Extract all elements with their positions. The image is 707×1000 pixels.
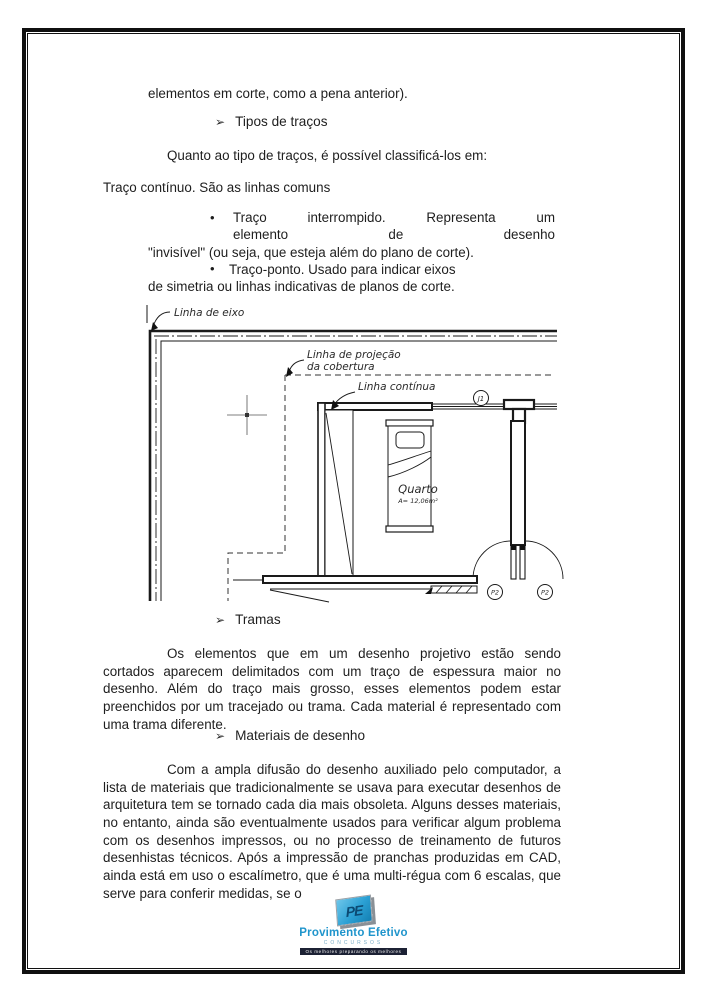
intro-line: Quanto ao tipo de traços, é possível classificá-los em: bbox=[167, 148, 488, 163]
continuous-line-text: Traço contínuo. São as linhas comuns bbox=[103, 180, 331, 195]
room-name: Quarto bbox=[398, 482, 438, 496]
door-post-left bbox=[511, 545, 516, 579]
door-post-right bbox=[520, 545, 525, 579]
materiais-paragraph: Com a ampla difusão do desenho auxiliado pelo computador, a lista de materiais que tradicionalmente se usava para executar desenhos de arquitetura tem se tornado cada dia mais obsoleta. Alguns desses materiais, no entanto, ainda são eventualmente usados para verificar algum problema com os desenhos impressos, ou no processo de treinamento de futuros desenhistas técnicos. Após a impressão de pranchas produzidas em CAD, ainda está em uso o escalímetro, que é uma multi-régua com 6 escalas, que serve para conferir medidas, se o bbox=[103, 762, 561, 901]
bullet-marker: • bbox=[210, 210, 215, 225]
heading-materiais bbox=[215, 728, 365, 743]
heading-materiais-label: Materiais de desenho bbox=[235, 728, 366, 743]
inner-wall-line bbox=[161, 341, 557, 601]
leader-axis-line bbox=[153, 312, 170, 327]
door-tag-right: P2 bbox=[540, 588, 550, 597]
door-swing-arc-right bbox=[525, 541, 563, 579]
bullet-ponto-line1: Traço-ponto. Usado para indicar eixos bbox=[229, 262, 456, 277]
label-linha-de-eixo: Linha de eixo bbox=[174, 307, 245, 319]
t-column-cap bbox=[504, 400, 534, 409]
leader-projection-line bbox=[289, 360, 304, 372]
bullet-interrompido-line2: elemento de desenho bbox=[233, 227, 555, 242]
arrow-bullet-icon: ➢ bbox=[215, 115, 226, 129]
label-linha-continua: Linha contínua bbox=[358, 381, 436, 393]
lead-line: elementos em corte, como a pena anterior). bbox=[148, 86, 408, 101]
bullet-ponto-line2: de simetria ou linhas indicativas de planos de corte. bbox=[148, 279, 455, 294]
label-linha-projecao-1: Linha de projeção bbox=[307, 349, 401, 361]
door-leaf-diagonal bbox=[270, 590, 329, 602]
room-right-wall bbox=[511, 421, 525, 545]
logo-cube-icon bbox=[335, 894, 373, 926]
brand-tagline: Os melhores preparando os melhores bbox=[300, 948, 408, 955]
brand-name: Provimento Efetivo bbox=[299, 927, 408, 939]
room-bottom-wall bbox=[263, 576, 477, 583]
heading-tramas bbox=[215, 612, 281, 627]
pillow bbox=[396, 432, 424, 448]
footer-logo bbox=[0, 897, 707, 955]
bed bbox=[386, 420, 433, 532]
heading-tipos-de-tracos-label: Tipos de traços bbox=[235, 114, 328, 129]
window-tag: J1 bbox=[477, 395, 485, 403]
door-tag-left: P2 bbox=[490, 588, 500, 597]
bullet-interrompido-line1: Traço interrompido. Representa um bbox=[233, 210, 555, 225]
door-swing-arc-left bbox=[473, 541, 511, 579]
window-lines bbox=[432, 404, 557, 409]
arrow-bullet-icon: ➢ bbox=[215, 613, 226, 627]
bullet-interrompido-line3: "invisível" (ou seja, que esteja além do plano de corte). bbox=[148, 245, 474, 260]
bullet-marker: • bbox=[210, 261, 215, 276]
room-area: A= 12,06m² bbox=[398, 497, 438, 505]
label-linha-projecao-2: da cobertura bbox=[307, 361, 375, 373]
heading-tipos-de-tracos bbox=[215, 114, 328, 129]
logo-initials: PE bbox=[344, 901, 363, 920]
tramas-paragraph: Os elementos que em um desenho projetivo estão sendo cortados aparecem delimitados com um traço de espessura maior no desenho. Além do traço mais grosso, esses elementos podem estar preenchidos por um tracejado ou trama. Cada material é representado com uma trama diferente. bbox=[103, 646, 561, 732]
arrow-bullet-icon: ➢ bbox=[215, 729, 226, 743]
heading-tramas-label: Tramas bbox=[235, 612, 281, 627]
hatched-sill bbox=[425, 586, 477, 594]
floor-plan-drawing bbox=[140, 303, 580, 613]
room-left-wall bbox=[318, 403, 325, 579]
brand-subtitle: CONCURSOS bbox=[323, 940, 384, 946]
